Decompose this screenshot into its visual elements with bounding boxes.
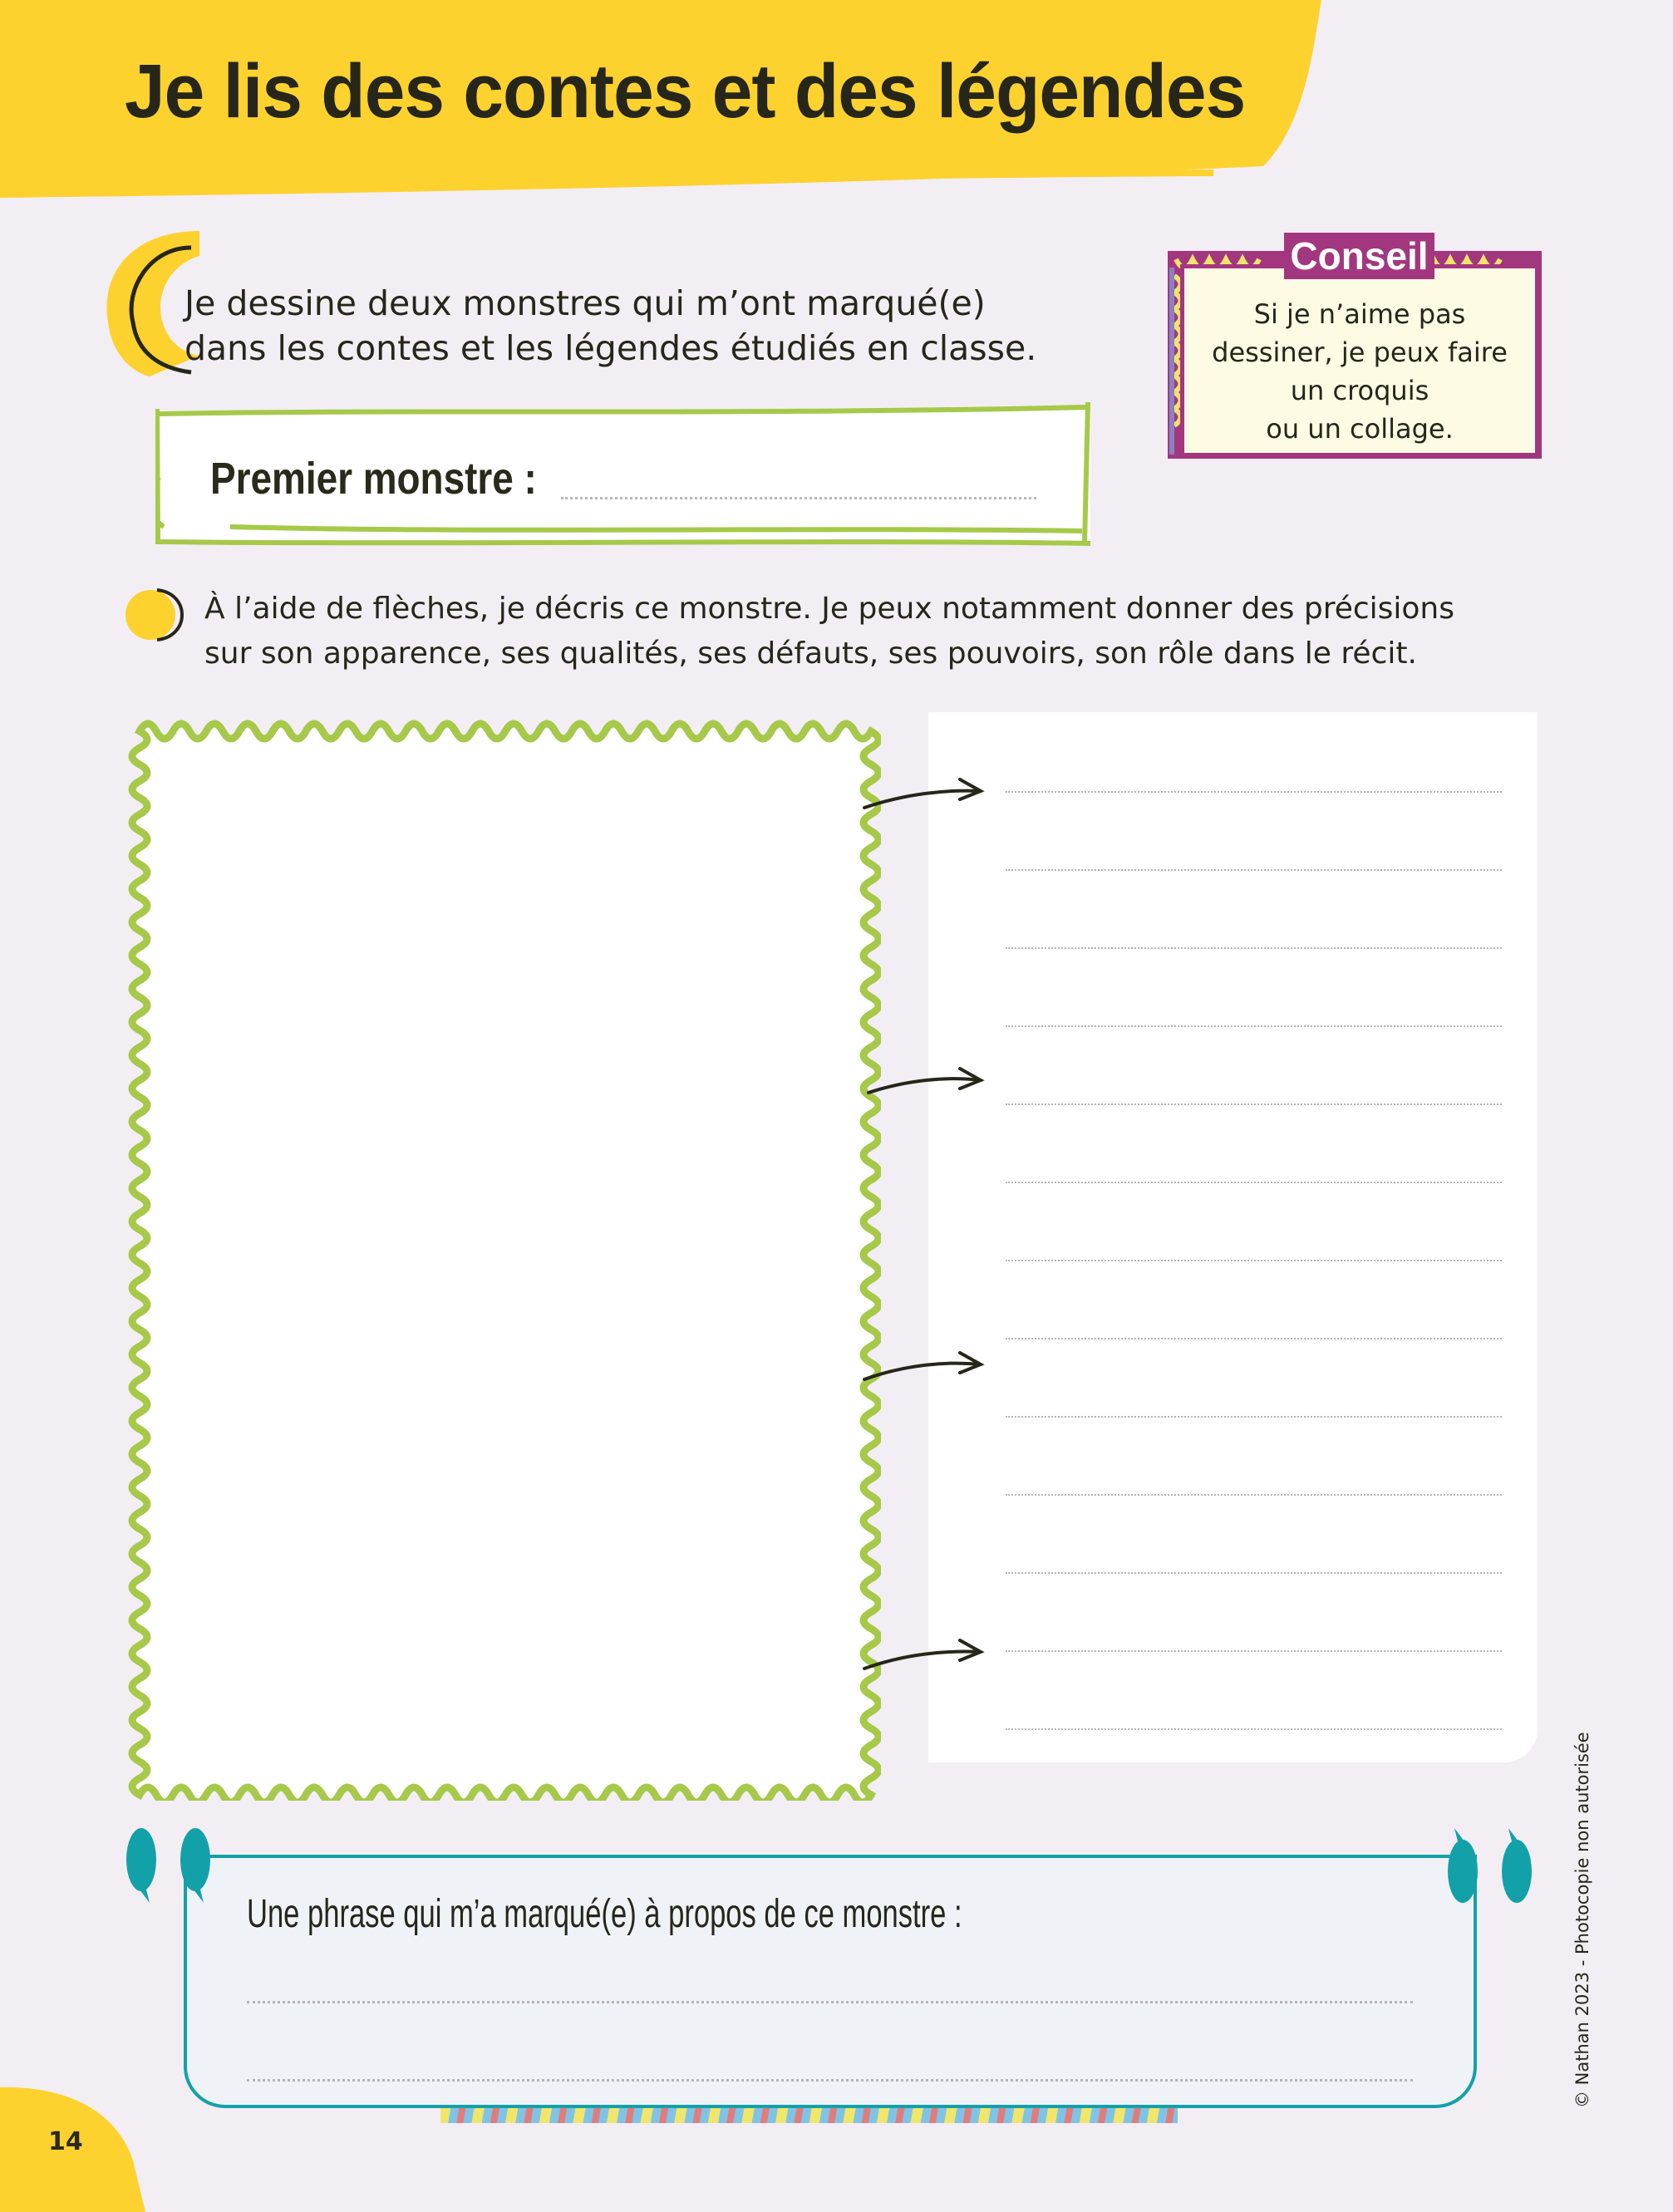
description-input-line[interactable] xyxy=(1006,1182,1502,1183)
conseil-text xyxy=(1180,295,1539,448)
quote-label: Une phrase qui m’a marqué(e) à propos de ce monstre : xyxy=(247,1892,962,1936)
arrow-icon xyxy=(864,779,981,808)
close-quote-icon xyxy=(1434,1828,1546,1903)
arrow-icon xyxy=(864,1353,981,1379)
description-input-line[interactable] xyxy=(1006,1494,1502,1496)
conseil-title: Conseil xyxy=(1284,233,1434,279)
arrow-icon xyxy=(864,1640,981,1669)
description-input-line[interactable] xyxy=(1006,947,1502,949)
page-number: 14 xyxy=(48,2127,83,2156)
arrow-icon xyxy=(868,1069,981,1093)
instruction-line: sur son apparence, ses qualités, ses défauts, ses pouvoirs, son rôle dans le récit. xyxy=(204,637,1417,671)
conseil-line: dessiner, je peux faire xyxy=(1212,337,1508,368)
description-input-line[interactable] xyxy=(1006,869,1502,871)
instruction-line: Je dessine deux monstres qui m’ont marqué(e) xyxy=(185,283,986,323)
arrows xyxy=(856,764,997,1679)
conseil-line: un croquis xyxy=(1290,375,1429,406)
copyright: © Nathan 2023 - Photocopie non autorisée xyxy=(1572,1732,1592,2108)
premier-monstre-input-line[interactable] xyxy=(561,497,1036,499)
description-input-line[interactable] xyxy=(1006,1416,1502,1418)
description-input-line[interactable] xyxy=(1006,1728,1502,1730)
instruction-draw xyxy=(185,281,1036,371)
instruction-line: À l’aide de flèches, je décris ce monstre. Je peux notamment donner des précisions xyxy=(204,592,1455,626)
quote-input-line[interactable] xyxy=(247,2001,1413,2003)
instruction-describe xyxy=(204,587,1454,676)
open-quote-icon xyxy=(121,1828,233,1903)
premier-monstre-label: Premier monstre : xyxy=(210,454,537,504)
decorative-tape xyxy=(440,2108,1178,2123)
bullet-icon xyxy=(124,585,190,645)
instruction-line: dans les contes et les légendes étudiés en classe. xyxy=(185,328,1037,368)
description-input-line[interactable] xyxy=(1006,1104,1502,1105)
description-input-line[interactable] xyxy=(1006,1650,1502,1652)
page-title: Je lis des contes et des légendes xyxy=(125,49,1246,134)
conseil-line: Si je n’aime pas xyxy=(1253,298,1466,330)
description-input-line[interactable] xyxy=(1006,1572,1502,1574)
description-input-line[interactable] xyxy=(1006,1025,1502,1027)
description-input-line[interactable] xyxy=(1006,1338,1502,1339)
description-input-line[interactable] xyxy=(1006,791,1502,793)
conseil-line: ou un collage. xyxy=(1266,413,1454,445)
quote-input-line[interactable] xyxy=(247,2079,1413,2082)
drawing-area[interactable] xyxy=(125,716,881,1801)
wavy-frame xyxy=(132,724,878,1801)
description-input-line[interactable] xyxy=(1006,1260,1502,1261)
